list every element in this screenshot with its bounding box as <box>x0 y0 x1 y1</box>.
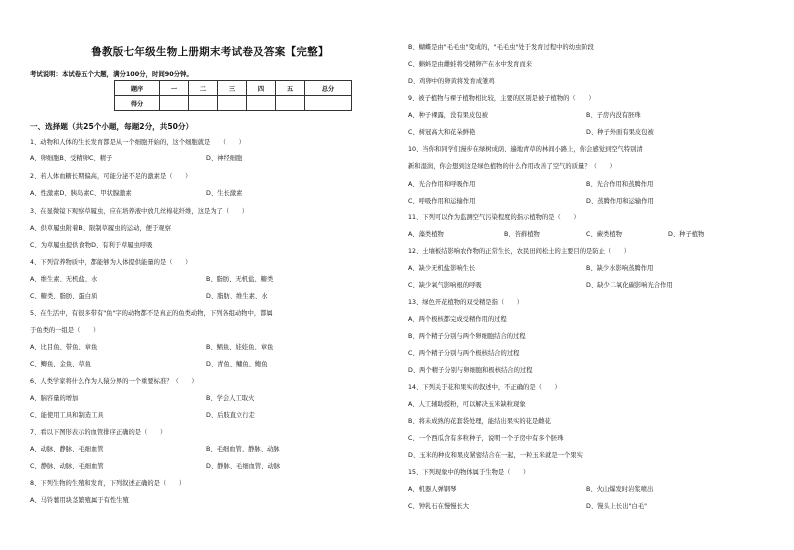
question: 4、下列营养物质中，都能够为人体提供能量的是（ ） <box>30 259 192 266</box>
option: B、鲳鱼、娃娃鱼、章鱼 <box>206 344 274 351</box>
option: A、维生素、无机盐、水 <box>30 276 98 283</box>
question: 5、在生活中，有很多带有"鱼"字的动物都不是真正的鱼类动物，下列各组动物中，都属 <box>30 310 273 317</box>
option: D、脂肪、维生素、水 <box>206 293 268 300</box>
question: 2、若人体血糖长期偏高，可能分泌不足的激素是（ ） <box>30 173 192 180</box>
option: A、两个极核都完成受精作用的过程 <box>408 316 507 323</box>
score-value-row <box>115 96 352 111</box>
score-cell: 五 <box>276 81 305 96</box>
question: 12、土壤板结影响农作物的正常生长，农民田间松土的主要目的是防止（ ） <box>408 248 631 255</box>
question: 3、在显微镜下观察草履虫，应在培养液中放几丝棉花纤维，这是为了（ ） <box>30 208 249 215</box>
option: C、一个西瓜含有多粒种子，说明一个子房中有多个胚珠 <box>408 435 564 442</box>
option: D、缺少二氧化碳影响光合作用 <box>586 282 673 289</box>
option: D、种子外面有果皮包被 <box>586 129 654 136</box>
option: C、糖类、脂肪、蛋白质 <box>30 293 98 300</box>
option: B、两个精子分别与两个卵细胞结合的过程 <box>408 333 526 340</box>
page-title: 鲁教版七年级生物上册期末考试卷及答案【完整】 <box>91 46 329 58</box>
option: A、缺少无机盐影响生长 <box>408 265 476 272</box>
option: A、藻类植物 <box>408 231 444 238</box>
score-blank[interactable] <box>305 96 352 111</box>
option: D、后肢直立行走 <box>206 412 255 419</box>
question: 7、看以下图形表示的血管排序正确的是（ ） <box>30 429 167 436</box>
score-cell: 一 <box>160 81 189 96</box>
option: A、人工辅助授粉，可以解决玉米缺粒现象 <box>408 401 526 408</box>
question: 14、下列关于花和果实的叙述中，不正确的是（ ） <box>408 384 561 391</box>
option: A、脑容量的增加 <box>30 395 79 402</box>
option: C、蕨类植物 <box>586 231 622 238</box>
question: 8、下列生物的生殖和发育，下列叙述正确的是（ ） <box>30 480 186 487</box>
option: D、青鱼、鳙鱼、鲍鱼 <box>206 361 268 368</box>
question: 1、动物和人体的生长发育都是从一个细胞开始的，这个细胞就是 （ ） <box>30 139 245 146</box>
option: C、为草履虫提供食物D、有利于草履虫呼吸 <box>30 242 153 249</box>
question: 于鱼类的一组是（ ） <box>30 327 100 334</box>
option: A、马铃薯用块茎繁殖属于有性生殖 <box>30 497 129 504</box>
score-blank[interactable] <box>276 96 305 111</box>
option: C、能使用工具和制造工具 <box>30 412 104 419</box>
option: A、种子裸露，没有果皮包被 <box>408 112 488 119</box>
option: B、子房内没有胚珠 <box>586 112 641 119</box>
option: C、静脉、动脉、毛细血管 <box>30 463 104 470</box>
question: 6、人类学家将什么作为人猿分界的一个重要标准？（ ） <box>30 378 198 385</box>
option: B、光合作用和蒸腾作用 <box>586 181 654 188</box>
option: A、机器人弹钢琴 <box>408 486 457 493</box>
option: A、动脉、静脉、毛细血管 <box>30 446 104 453</box>
score-cell: 题序 <box>115 81 160 96</box>
option: C、缺少氧气影响根的呼吸 <box>408 282 482 289</box>
option: D、静脉、毛细血管、动脉 <box>206 463 281 470</box>
option: D、蒸腾作用和运输作用 <box>586 198 654 205</box>
score-cell: 得分 <box>115 96 160 111</box>
score-cell: 四 <box>247 81 276 96</box>
option: B、将未成熟的花套袋处理，能结出果实的花是雌花 <box>408 418 551 425</box>
option: B、火山爆发时岩浆喷出 <box>586 486 654 493</box>
option: D、玉米的种皮和果皮紧密结合在一起，一粒玉米就是一个果实 <box>408 452 583 459</box>
option: A、光合作用和呼吸作用 <box>408 181 476 188</box>
score-blank[interactable] <box>247 96 276 111</box>
option: C、鲫鱼、金鱼、草鱼 <box>30 361 92 368</box>
question: 13、绿色开花植物的双受精是指（ ） <box>408 299 524 306</box>
option: C、钟乳石在慢慢长大 <box>408 503 470 510</box>
score-blank[interactable] <box>189 96 218 111</box>
option: D、鸡卵中的卵黄将发育成雏鸡 <box>408 78 495 85</box>
option: D、馒头上长出"白毛" <box>586 503 648 510</box>
option: D、种子植物 <box>668 231 705 238</box>
option: D、两个精子分别与卵细胞和极核结合的过程 <box>408 367 533 374</box>
exam-note: 考试说明：本试卷五个大题，满分100分，时间90分钟。 <box>30 70 193 78</box>
score-blank[interactable] <box>218 96 247 111</box>
option: B、苔藓植物 <box>504 231 540 238</box>
score-header-row <box>115 81 352 96</box>
score-cell: 三 <box>218 81 247 96</box>
score-blank[interactable] <box>160 96 189 111</box>
option: D、生长激素 <box>206 190 243 197</box>
score-cell: 二 <box>189 81 218 96</box>
option: A、比目鱼、带鱼、章鱼 <box>30 344 98 351</box>
question: 新和湿润，你会想到这是绿色植物的什么作用改善了空气的质量？（ ） <box>408 163 616 170</box>
score-cell: 总分 <box>305 81 352 96</box>
question: 15、下列现象中的物体属于生物是（ ） <box>408 469 530 476</box>
question: 10、当你和同学们漫步在绿树成荫、遍地青草的林间小路上，你会感觉到空气特别清 <box>408 146 643 153</box>
question: 11、下列可以作为监测空气污染程度的指示植物的是（ ） <box>408 214 580 221</box>
score-table <box>114 80 352 111</box>
option: B、脂肪、无机盐、糖类 <box>206 276 274 283</box>
option: B、蝴蝶是由"毛毛虫"变成的，"毛毛虫"处于发育过程中的幼虫阶段 <box>408 44 594 51</box>
option: A、供草履虫附着B、限制草履虫的运动，便于观察 <box>30 225 171 232</box>
option: C、树冠高大和花朵鲜艳 <box>408 129 476 136</box>
question: 9、被子植物与裸子植物相比较，主要的区别是被子植物的（ ） <box>408 95 595 102</box>
option: D、神经细胞 <box>206 155 243 162</box>
option: A、性激素D、胰岛素C、甲状腺激素 <box>30 190 132 197</box>
option: C、蝌蚪是由雌蛙将受精卵产在水中发育而来 <box>408 61 533 68</box>
option: B、毛细血管、静脉、动脉 <box>206 446 280 453</box>
section-heading: 一、选择题（共25个小题，每题2分，共50分） <box>30 122 194 131</box>
option: A、卵细胞B、受精卵C、精子 <box>30 155 113 162</box>
option: C、呼吸作用和运输作用 <box>408 198 476 205</box>
option: B、缺少水影响蒸腾作用 <box>586 265 654 272</box>
option: C、两个精子分别与两个极核结合的过程 <box>408 350 520 357</box>
option: B、学会人工取火 <box>206 395 255 402</box>
